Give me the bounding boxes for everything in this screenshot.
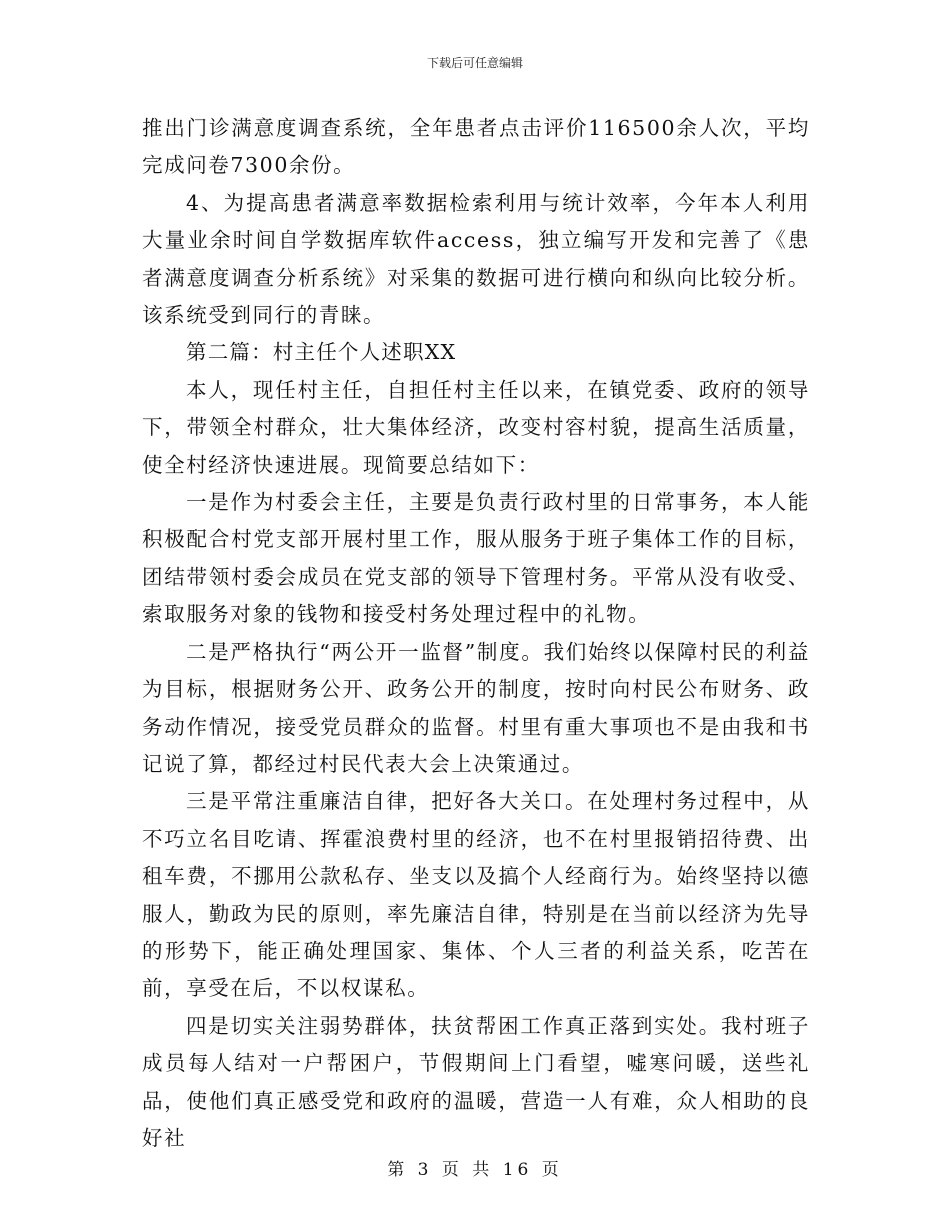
paragraph: 二是严格执行“两公开一监督”制度。我们始终以保障村民的利益为目标，根据财务公开、政务公开的制度，按时向村民公布财务、政务动作情况，接受党员群众的监督。村里有重大事项也不是由我和书记说了算，都经过村民代表大会上决策通过。: [142, 639, 810, 776]
document-body: [142, 110, 810, 1157]
paragraph: 四是切实关注弱势群体，扶贫帮困工作真正落到实处。我村班子成员每人结对一户帮困户，节假期间上门看望，嘘寒问暖，送些礼品，使他们真正感受党和政府的温暖，营造一人有难，众人相助的良好社: [142, 1013, 810, 1150]
section-heading: 第二篇：村主任个人述职XX: [186, 340, 457, 365]
paragraph: 4、为提高患者满意率数据检索利用与统计效率，今年本人利用大量业余时间自学数据库软件access，独立编写开发和完善了《患者满意度调查分析系统》对采集的数据可进行横向和纵向比较分析。该系统受到同行的青睐。: [142, 190, 810, 328]
page-footer: 第 3 页 共 16 页: [387, 1160, 563, 1180]
paragraph: 本人，现任村主任，自担任村主任以来，在镇党委、政府的领导下，带领全村群众，壮大集体经济，改变村容村貌，提高生活质量，使全村经济快速进展。现简要总结如下：: [142, 377, 810, 477]
paragraph: 三是平常注重廉洁自律，把好各大关口。在处理村务过程中，从不巧立名目吃请、挥霍浪费村里的经济，也不在村里报销招待费、出租车费，不挪用公款私存、坐支以及搞个人经商行为。始终坚持以德服人，勤政为民的原则，率先廉洁自律，特别是在当前以经济为先导的形势下，能正确处理国家、集体、个人三者的利益关系，吃苦在前，享受在后，不以权谋私。: [142, 789, 810, 1001]
paragraph: 推出门诊满意度调查系统，全年患者点击评价116500余人次，平均完成问卷7300余份。: [142, 116, 810, 178]
page-header: 下载后可任意编辑: [426, 56, 523, 70]
paragraph: 一是作为村委会主任，主要是负责行政村里的日常事务，本人能积极配合村党支部开展村里工作，服从服务于班子集体工作的目标，团结带领村委会成员在党支部的领导下管理村务。平常从没有收受、索取服务对象的钱物和接受村务处理过程中的礼物。: [142, 490, 810, 627]
